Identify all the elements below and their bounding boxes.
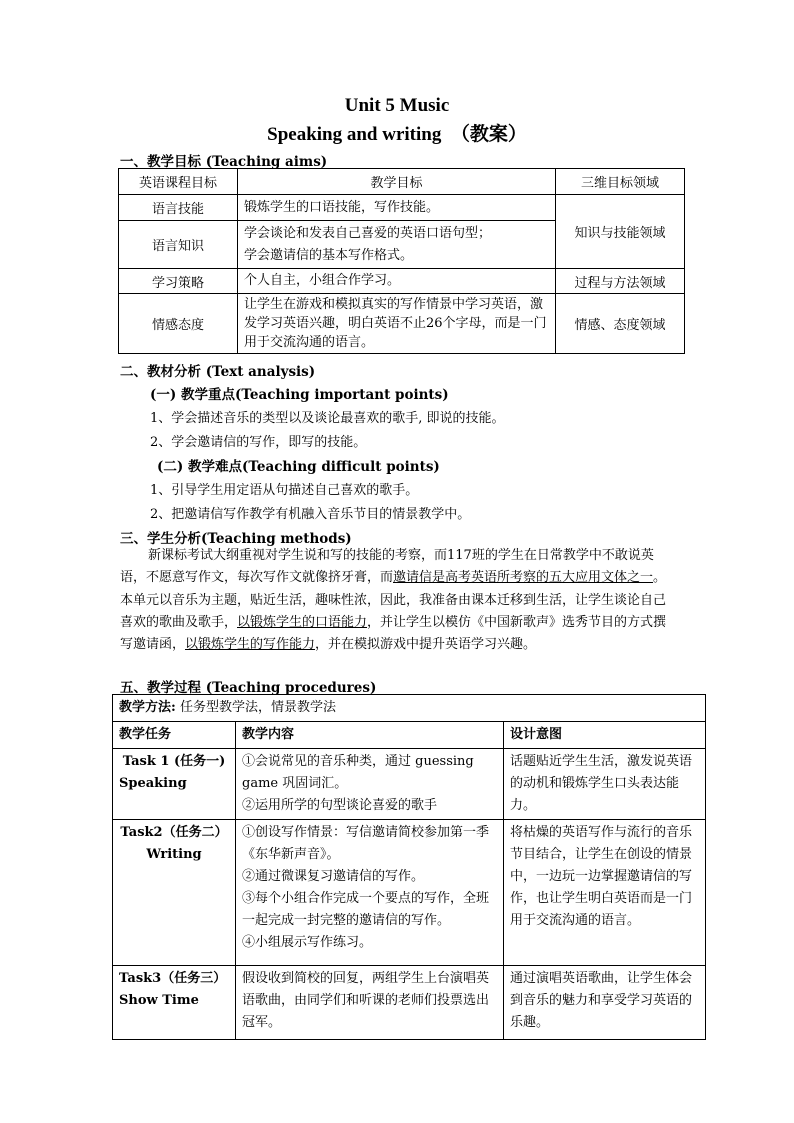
task-title: Task 1 (任务一) [122,754,226,769]
header-cell: 教学目标 [238,169,556,195]
category-cell: 学习策略 [119,269,238,294]
content-cell [236,820,504,966]
subheading-important-points: (一) 教学重点(Teaching important points) [150,387,449,403]
underlined-text: 邀请信是高考英语所考察的五大应用文体之一 [393,570,654,586]
method-row [113,695,706,722]
table-header-row [119,169,685,195]
table-row [119,294,685,354]
task-cell [113,966,236,1040]
header-cell: 英语课程目标 [119,169,238,195]
subheading-difficult-points: (二) 教学难点(Teaching difficult points) [157,459,440,475]
underlined-text: 以锻炼学生的写作能力 [185,637,316,653]
table-row [113,820,706,966]
task-title: Task3（任务三） [119,971,227,986]
task-subtitle: Writing [146,847,202,862]
doc-title-unit: Unit 5 Music [344,95,450,116]
para-text: 新课标考试大纲重视对学生说和写的技能的考察，而117班的学生在日常教学中不敢说英语，不愿意写作文，每次写作文就像挤牙膏，而 [120,548,654,586]
domain-cell: 知识与技能领域 [556,195,685,269]
content-line: ②运用所学的句型谈论喜爱的歌手 [242,798,438,813]
header-cell: 教学内容 [236,722,504,749]
section-heading-aims: 一、教学目标 (Teaching aims) [120,154,328,170]
table-row [113,966,706,1040]
method-cell [113,695,706,722]
task-title: Task2（任务二） [120,825,228,840]
content-line: ①创设写作情景：写信邀请简校参加第一季《东华新声音》。 [242,825,490,862]
content-cell [236,749,504,820]
para-text: 。本单元以音乐为主题，贴近生活，趣味性浓，因此，我准备由课本迁移到生活，让学生谈论自己喜欢的歌曲及歌手， [120,570,667,630]
table-row [113,749,706,820]
difficult-point-2: 2、把邀请信写作教学有机融入音乐节目的情景教学中。 [150,507,471,522]
intent-cell: 将枯燥的英语写作与流行的音乐节目结合，让学生在创设的情景中，一边玩一边掌握邀请信的写作，也让学生明白英语而是一门用于交流沟通的语言。 [504,820,706,966]
method-label: 教学方法: [119,700,176,715]
student-analysis-paragraph [120,545,668,656]
task-cell [113,749,236,820]
category-cell: 语言技能 [119,195,238,221]
category-cell: 情感态度 [119,294,238,354]
table-row [119,195,685,221]
task-subtitle: Speaking [119,776,187,791]
important-point-2: 2、学会邀请信的写作，即写的技能。 [150,435,367,450]
table-row [119,269,685,294]
goal-cell: 个人自主，小组合作学习。 [238,269,556,294]
method-value: 任务型教学法，情景教学法 [179,700,336,715]
goal-line: 学会谈论和发表自己喜爱的英语口语句型； [244,225,492,241]
task-subtitle: Show Time [119,993,199,1008]
header-cell: 教学任务 [113,722,236,749]
content-line: ①会说常见的音乐种类，通过 guessing game 巩固词汇。 [242,754,474,791]
important-point-1: 1、学会描述音乐的类型以及谈论最喜欢的歌手, 即说的技能。 [150,411,505,426]
section-heading-student-analysis: 三、学生分析(Teaching methods) [120,531,352,547]
task-cell [113,820,236,966]
teaching-aims-table [118,168,685,354]
category-cell: 语言知识 [119,221,238,269]
goal-cell: 锻炼学生的口语技能，写作技能。 [238,195,556,221]
domain-cell: 过程与方法领域 [556,269,685,294]
underlined-text: 以锻炼学生的口语能力 [237,614,368,630]
header-cell: 三维目标领域 [556,169,685,195]
difficult-point-1: 1、引导学生用定语从句描述自己喜欢的歌手。 [150,483,419,498]
content-line: ④小组展示写作练习。 [242,935,373,950]
domain-cell: 情感、态度领域 [556,294,685,354]
content-line: ③每个小组合作完成一个要点的写作，全班一起完成一封完整的邀请信的写作。 [242,891,490,928]
goal-cell: 让学生在游戏和模拟真实的写作情景中学习英语，激发学习英语兴趣，明白英语不止26个字母，而是一门用于交流沟通的语言。 [238,294,556,354]
teaching-procedures-table [112,694,706,1040]
content-cell: 假设收到简校的回复，两组学生上台演唱英语歌曲，由同学们和听课的老师们投票选出冠军。 [236,966,504,1040]
header-cell: 设计意图 [504,722,706,749]
table-header-row [113,722,706,749]
intent-cell: 话题贴近学生生活，激发说英语的动机和锻炼学生口头表达能力。 [504,749,706,820]
doc-title-lesson: Speaking and writing （教案） [267,124,527,145]
para-text: ，并在模拟游戏中提升英语学习兴趣。 [315,637,537,653]
para-text: ，并让学生以模仿《中国新歌声》选秀节目的方式撰写邀请函， [120,614,667,653]
section-heading-text-analysis: 二、教材分析 (Text analysis) [120,364,316,380]
content-line: ②通过微课复习邀请信的写作。 [242,869,425,884]
goal-line: 学会邀请信的基本写作格式。 [244,247,414,263]
intent-cell: 通过演唱英语歌曲，让学生体会到音乐的魅力和享受学习英语的乐趣。 [504,966,706,1040]
section-heading-procedures: 五、教学过程 (Teaching procedures) [120,680,377,696]
goal-cell [238,221,556,269]
